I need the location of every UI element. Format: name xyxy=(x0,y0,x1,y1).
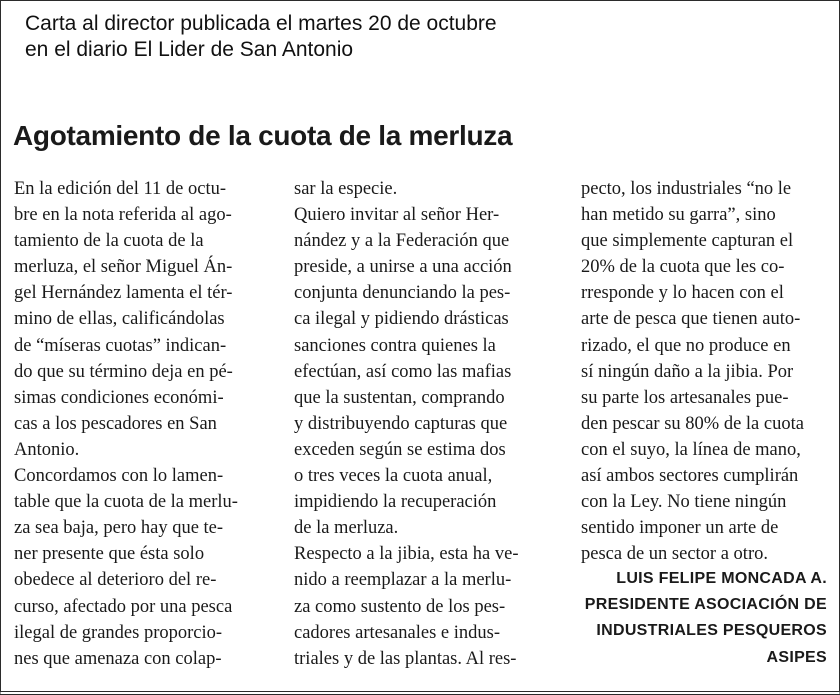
letter-signature xyxy=(585,566,827,671)
text-line: o tres veces la cuota anual, xyxy=(294,466,493,487)
text-line: sar la especie. xyxy=(294,179,398,199)
text-line: triales y de las plantas. Al res- xyxy=(294,648,517,669)
signature-title: PRESIDENTE ASOCIACIÓN DE xyxy=(584,596,827,614)
caption-line-1: Carta al director publicada el martes 20 de octubre xyxy=(25,12,497,35)
text-line: así ambos sectores cumplirán xyxy=(581,466,799,487)
text-line: ilegal de grandes proporcio- xyxy=(14,622,223,643)
text-line: sentido imponer un arte de xyxy=(581,518,779,539)
text-line: obedece al deterioro del re- xyxy=(14,570,217,591)
text-line: gel Hernández lamenta el tér- xyxy=(14,283,233,304)
signature-organization: INDUSTRIALES PESQUEROS xyxy=(596,622,827,640)
text-line: za como sustento de los pes- xyxy=(294,596,506,617)
article-column-1 xyxy=(14,176,276,672)
text-line: que la sustentan, comprando xyxy=(294,387,505,408)
text-line: Respecto a la jibia, esta ha ve- xyxy=(294,544,519,565)
text-line: mino de ellas, calificándolas xyxy=(14,309,225,330)
text-line: pecto, los industriales “no le xyxy=(581,179,792,199)
text-line: preside, a unirse a una acción xyxy=(294,257,512,278)
article-column-2 xyxy=(294,176,564,672)
text-line: de “míseras cuotas” indican- xyxy=(14,335,227,356)
text-line: Antonio. xyxy=(14,439,80,460)
signature-acronym: ASIPES xyxy=(766,648,827,666)
text-line: tamiento de la cuota de la xyxy=(14,231,204,252)
text-line: que simplemente capturan el xyxy=(581,231,794,252)
text-line: su parte los artesanales pue- xyxy=(581,387,789,408)
text-line: cadores artesanales e indus- xyxy=(294,622,500,643)
text-line: table que la cuota de la merlu- xyxy=(14,492,238,513)
text-line: sanciones contra quienes la xyxy=(294,335,496,356)
text-line: pesca de un sector a otro. xyxy=(581,544,768,565)
text-line: ca ilegal y pidiendo drásticas xyxy=(294,309,509,330)
text-line: rresponde y lo hacen con el xyxy=(581,283,784,304)
text-line: do que su término deja en pé- xyxy=(14,361,233,382)
caption-line-2: en el diario El Lider de San Antonio xyxy=(25,38,354,61)
text-line: Quiero invitar al señor Her- xyxy=(294,205,500,226)
text-line: nes que amenaza con colap- xyxy=(14,648,222,669)
text-line: simas condiciones económi- xyxy=(14,387,224,408)
text-line: bre en la nota referida al ago- xyxy=(14,205,232,226)
text-line: nández y a la Federación que xyxy=(294,231,510,252)
clipping-caption xyxy=(25,11,497,63)
text-line: Concordamos con lo lamen- xyxy=(14,466,224,487)
text-line: 20% de la cuota que les co- xyxy=(581,257,785,278)
text-line: cas a los pescadores en San xyxy=(14,413,217,434)
article-headline: Agotamiento de la cuota de la merluza xyxy=(13,120,513,151)
text-line: exceden según se estima dos xyxy=(294,439,506,460)
text-line: han metido su garra”, sino xyxy=(581,205,776,226)
text-line: con el suyo, la línea de mano, xyxy=(581,439,801,460)
text-line: den pescar su 80% de la cuota xyxy=(581,413,804,434)
signature-name: LUIS FELIPE MONCADA A. xyxy=(616,570,827,587)
text-line: arte de pesca que tienen auto- xyxy=(581,309,801,330)
text-line: con la Ley. No tiene ningún xyxy=(581,492,787,513)
text-line: merluza, el señor Miguel Án- xyxy=(14,257,233,278)
text-line: conjunta denunciando la pes- xyxy=(294,283,511,304)
text-line: nido a reemplazar a la merlu- xyxy=(294,570,512,591)
text-line: impidiendo la recuperación xyxy=(294,492,497,513)
text-line: y distribuyendo capturas que xyxy=(294,413,508,434)
text-line: curso, afectado por una pesca xyxy=(14,596,233,617)
text-line: ner presente que ésta solo xyxy=(14,544,205,565)
text-line: En la edición del 11 de octu- xyxy=(14,179,226,199)
text-line: de la merluza. xyxy=(294,518,399,539)
article-column-3 xyxy=(581,176,831,567)
text-line: sí ningún daño a la jibia. Por xyxy=(581,361,794,382)
text-line: efectúan, así como las mafias xyxy=(294,361,512,382)
text-line: za sea baja, pero hay que te- xyxy=(14,518,224,539)
text-line: rizado, el que no produce en xyxy=(581,335,791,356)
